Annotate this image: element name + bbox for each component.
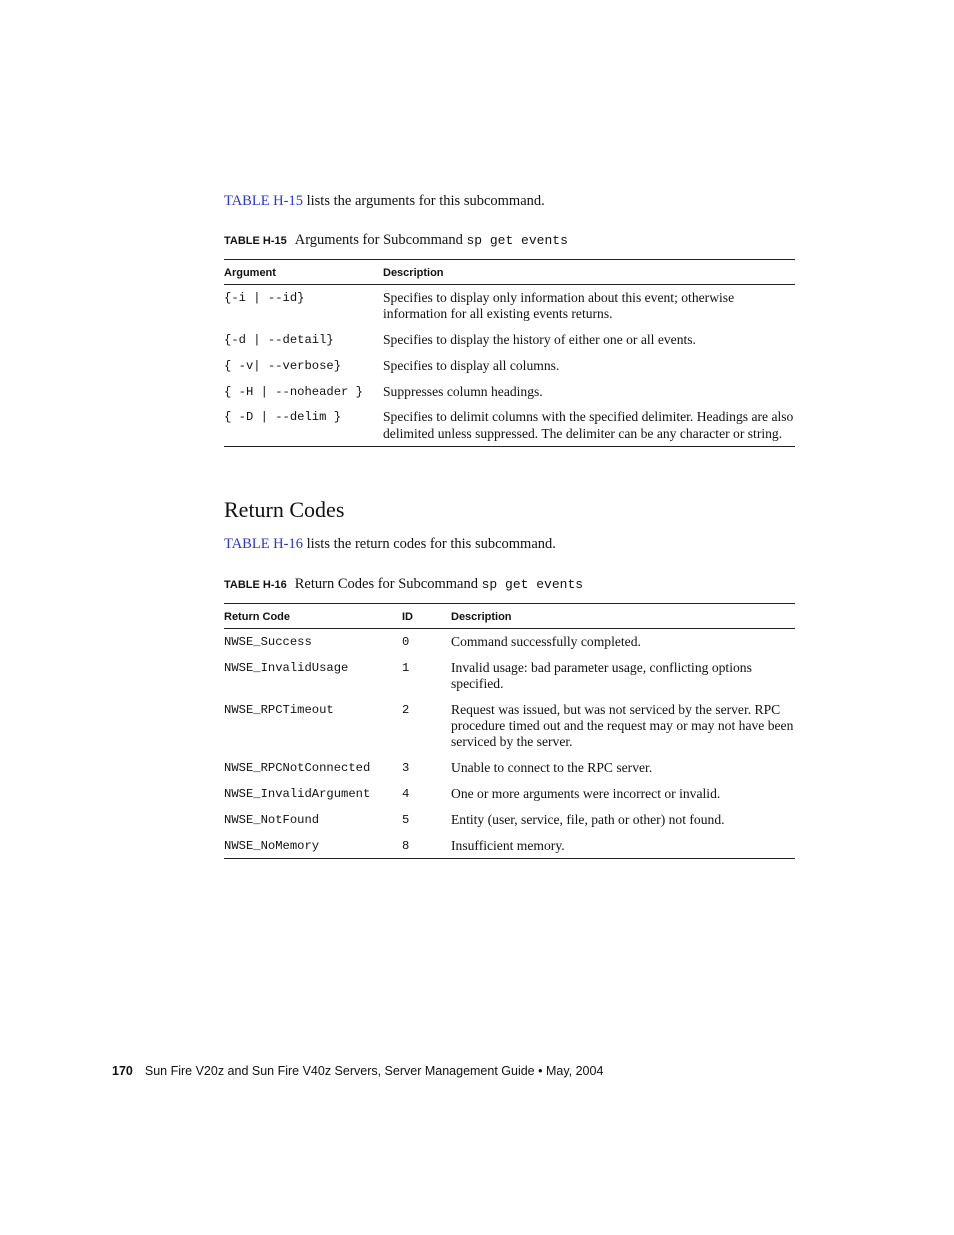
return-code-cell: NWSE_RPCTimeout: [224, 702, 334, 717]
description-cell: Suppresses column headings.: [383, 383, 543, 399]
intro-paragraph-2: [224, 535, 556, 553]
return-code-cell: NWSE_NotFound: [224, 812, 320, 827]
return-code-cell: NWSE_NoMemory: [224, 834, 402, 859]
description-cell: Specifies to display the history of either one or all events.: [383, 332, 696, 348]
table-row: [224, 380, 795, 406]
intro-paragraph-1: [224, 192, 545, 210]
table-row: [224, 698, 795, 756]
id-cell: 3: [402, 761, 410, 776]
description-cell: Specifies to display only information about this event; otherwise information for all existing events returns.: [383, 290, 735, 322]
table-h16-title: Return Codes for Subcommand: [294, 576, 482, 592]
table-h16-caption: [224, 575, 583, 594]
table-row: [224, 834, 795, 859]
return-code-cell: NWSE_InvalidUsage: [224, 660, 349, 675]
table-row: [224, 782, 795, 808]
table-row: [224, 629, 795, 656]
description-cell: Insufficient memory.: [451, 834, 795, 859]
header-id: ID: [402, 604, 451, 629]
id-cell: 4: [402, 787, 410, 802]
table-header-row: [224, 604, 795, 629]
return-code-cell: NWSE_Success: [224, 635, 312, 649]
table-h16-label: TABLE H-16: [224, 579, 287, 591]
description-cell: Specifies to display all columns.: [383, 357, 560, 373]
description-cell: Command successfully completed.: [451, 634, 641, 649]
header-description: Description: [383, 260, 795, 285]
description-cell: Specifies to delimit columns with the specified delimiter. Headings are also delimited unless suppressed. The delimiter can be any character or string.: [383, 405, 795, 446]
table-row: [224, 808, 795, 834]
intro-1-text: lists the arguments for this subcommand.: [302, 193, 545, 209]
table-row: [224, 328, 795, 354]
description-cell: Unable to connect to the RPC server.: [451, 760, 653, 776]
header-description: Description: [451, 604, 795, 629]
table-h15-link[interactable]: TABLE H-15: [224, 193, 303, 209]
table-h15-title-code: sp get events: [466, 233, 568, 248]
table-row: [224, 405, 795, 446]
arguments-table: [224, 259, 795, 447]
return-codes-table: [224, 603, 795, 859]
table-row: [224, 354, 795, 380]
table-row: [224, 285, 795, 329]
description-cell: Request was issued, but was not serviced by the server. RPC procedure timed out and the request may or may not have been serviced by the server.: [451, 701, 794, 750]
description-cell: One or more arguments were incorrect or invalid.: [451, 786, 721, 802]
page-footer: [112, 1063, 603, 1079]
id-cell: 2: [402, 702, 410, 717]
table-h16-link[interactable]: TABLE H-16: [224, 536, 303, 552]
table-row: [224, 756, 795, 782]
argument-cell: { -D | --delim }: [224, 405, 383, 446]
table-h15-caption: [224, 231, 568, 250]
header-return-code: Return Code: [224, 604, 402, 629]
header-argument: Argument: [224, 260, 383, 285]
id-cell: 5: [402, 812, 410, 827]
return-code-cell: NWSE_InvalidArgument: [224, 787, 371, 802]
argument-cell: {-d | --detail}: [224, 333, 334, 348]
table-row: [224, 656, 795, 698]
argument-cell: { -H | --noheader }: [224, 384, 363, 399]
description-cell: Entity (user, service, file, path or other) not found.: [451, 811, 725, 827]
intro-2-text: lists the return codes for this subcommand.: [302, 536, 556, 552]
return-code-cell: NWSE_RPCNotConnected: [224, 761, 371, 776]
argument-cell: { -v| --verbose}: [224, 358, 342, 373]
argument-cell: {-i | --id}: [224, 291, 305, 305]
table-header-row: [224, 260, 795, 285]
table-h15-label: TABLE H-15: [224, 235, 287, 247]
id-cell: 1: [402, 660, 410, 675]
id-cell: 0: [402, 635, 410, 649]
table-h15-title: Arguments for Subcommand: [294, 232, 467, 248]
description-cell: Invalid usage: bad parameter usage, conflicting options specified.: [451, 659, 752, 692]
id-cell: 8: [402, 834, 451, 859]
footer-text: Sun Fire V20z and Sun Fire V40z Servers, Server Management Guide • May, 2004: [144, 1064, 604, 1078]
section-heading: Return Codes: [224, 497, 345, 522]
page-number: 170: [112, 1064, 133, 1078]
table-h16-title-code: sp get events: [481, 577, 584, 592]
